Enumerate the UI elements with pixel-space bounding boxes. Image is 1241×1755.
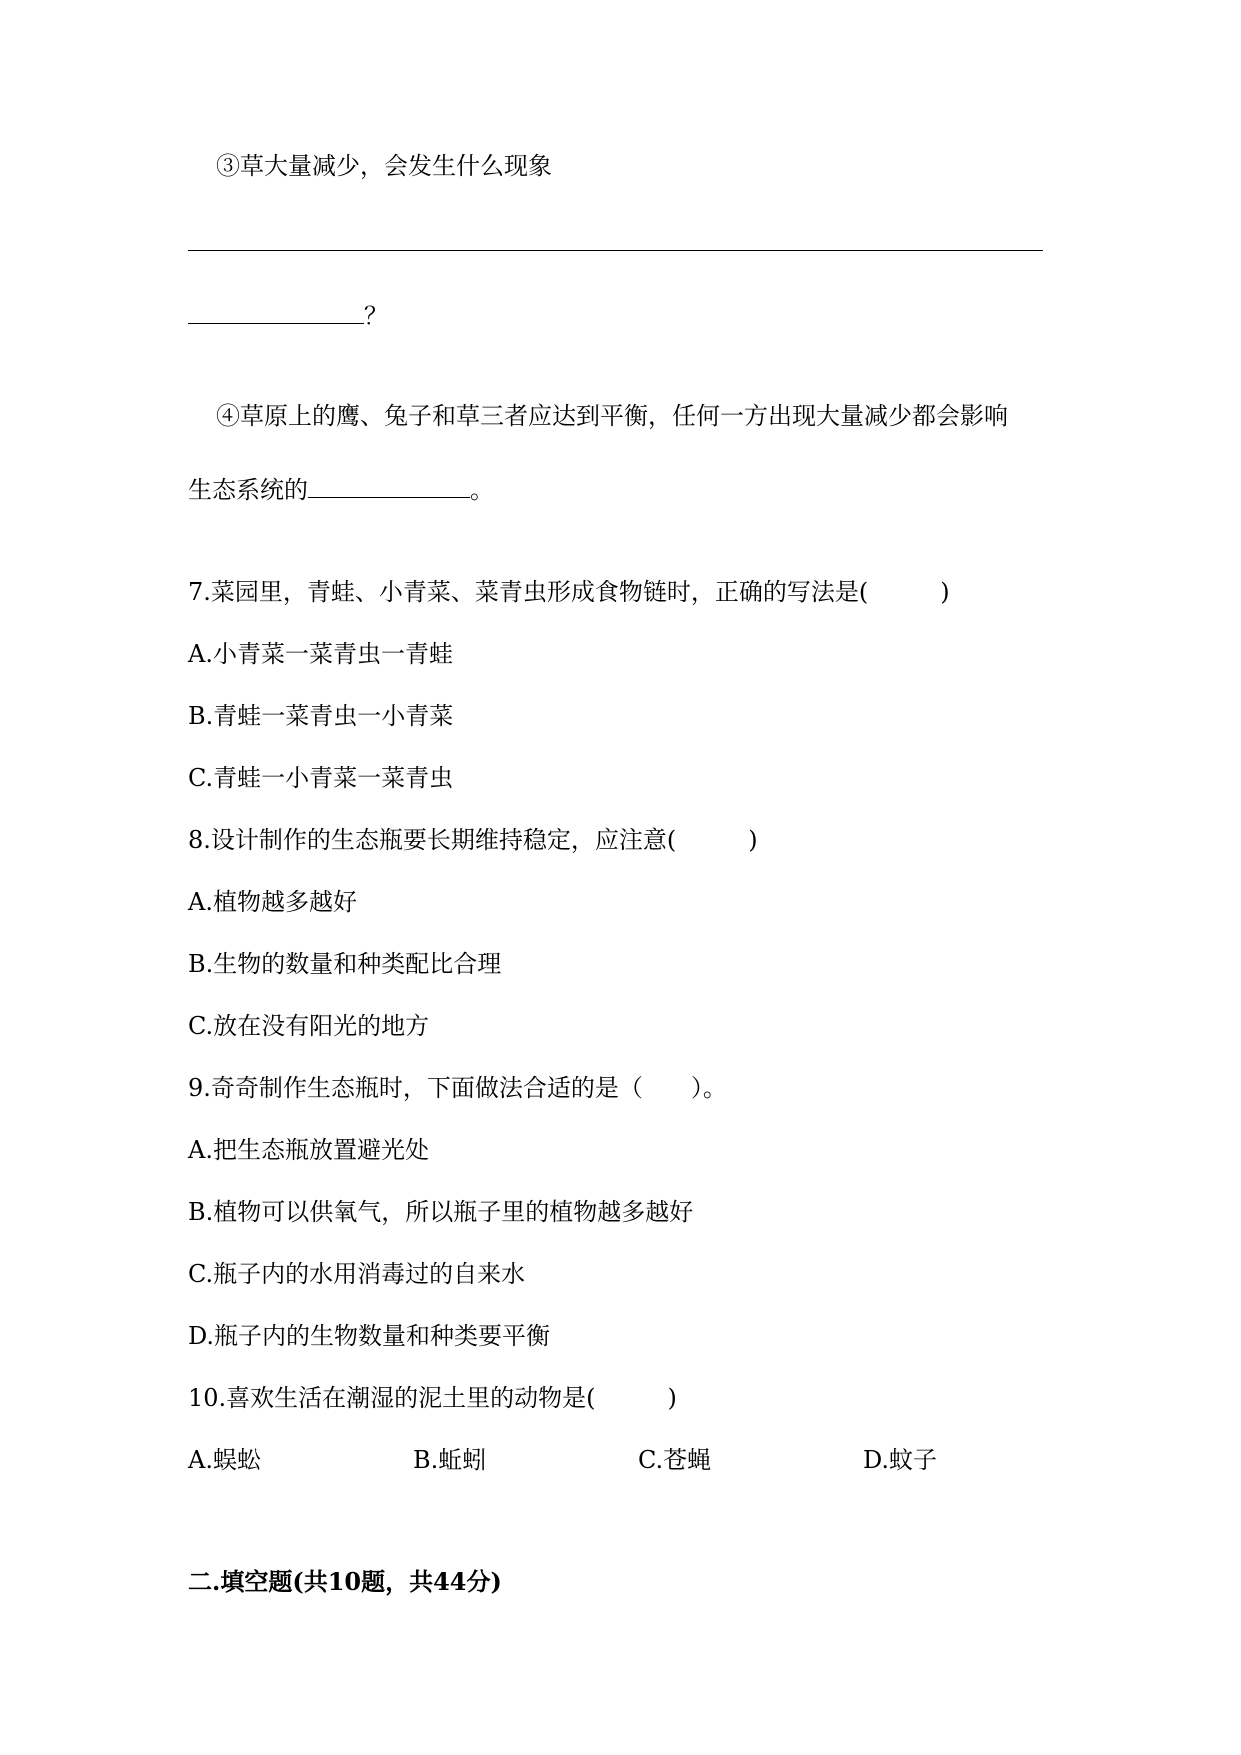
q6-sub3-end-mark: ？	[364, 302, 388, 330]
q10-option-d[interactable]: D.蚊子	[863, 1446, 938, 1474]
q10-option-c[interactable]: C.苍蝇	[638, 1446, 712, 1474]
q10-option-b[interactable]: B.蚯蚓	[413, 1446, 487, 1474]
q9-option-d[interactable]: D.瓶子内的生物数量和种类要平衡	[188, 1322, 551, 1350]
q6-sub3-text: ③草大量减少，会发生什么现象	[216, 152, 552, 180]
q7-option-a[interactable]: A.小青菜一菜青虫一青蛙	[188, 640, 453, 668]
q6-sub3-answer-line2	[188, 300, 388, 332]
q8-option-b[interactable]: B.生物的数量和种类配比合理	[188, 950, 502, 978]
q9-option-c[interactable]: C.瓶子内的水用消毒过的自来水	[188, 1260, 526, 1288]
q9-stem: 9.奇奇制作生态瓶时，下面做法合适的是（ ）。	[188, 1074, 727, 1102]
q9-option-b[interactable]: B.植物可以供氧气，所以瓶子里的植物越多越好	[188, 1198, 694, 1226]
q6-sub4-prefix: 生态系统的	[188, 476, 308, 504]
q6-sub4-answer-blank[interactable]	[308, 475, 470, 498]
q6-sub3-answer-blank-1[interactable]	[188, 250, 1043, 251]
q6-sub4-line1: ④草原上的鹰、兔子和草三者应达到平衡，任何一方出现大量减少都会影响	[216, 402, 1008, 430]
q8-option-a[interactable]: A.植物越多越好	[188, 888, 357, 916]
q8-option-c[interactable]: C.放在没有阳光的地方	[188, 1012, 430, 1040]
q7-option-b[interactable]: B.青蛙一菜青虫一小青菜	[188, 702, 454, 730]
q7-option-c[interactable]: C.青蛙一小青菜一菜青虫	[188, 764, 454, 792]
q6-sub3-answer-blank-2[interactable]	[188, 301, 364, 324]
section-2-heading: 二.填空题(共10题，共44分)	[188, 1567, 502, 1596]
q10-option-a[interactable]: A.蜈蚣	[188, 1446, 261, 1474]
q10-stem: 10.喜欢生活在潮湿的泥土里的动物是( )	[188, 1384, 677, 1412]
q6-sub4-suffix: 。	[470, 476, 494, 504]
q6-sub4-line2	[188, 474, 494, 506]
q7-stem: 7.菜园里，青蛙、小青菜、菜青虫形成食物链时，正确的写法是( )	[188, 578, 950, 606]
q9-option-a[interactable]: A.把生态瓶放置避光处	[188, 1136, 429, 1164]
q8-stem: 8.设计制作的生态瓶要长期维持稳定，应注意( )	[188, 826, 758, 854]
